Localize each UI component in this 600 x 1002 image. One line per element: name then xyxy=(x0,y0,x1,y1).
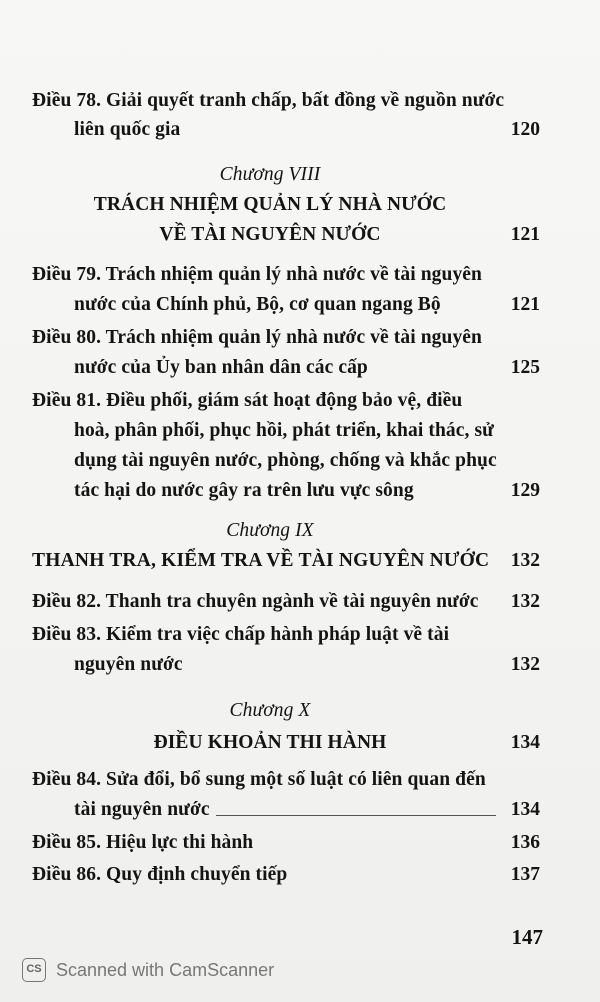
toc-entry-dieu-81-line-2: hoà, phân phối, phục hồi, phát triển, khai thác, sử xyxy=(74,420,494,441)
toc-entry-dieu-84-line-1: Điều 84. Sửa đổi, bổ sung một số luật có liên quan đến xyxy=(32,769,486,790)
page-number: 147 xyxy=(511,925,543,949)
toc-page-chapter-8: 121 xyxy=(510,224,540,245)
toc-page-dieu-83: 132 xyxy=(510,654,540,675)
toc-entry-dieu-84-line-2: tài nguyên nước xyxy=(74,799,210,820)
toc-entry-dieu-79-line-2: nước của Chính phủ, Bộ, cơ quan ngang Bộ xyxy=(74,294,441,315)
toc-entry-dieu-86-line-1: Điều 86. Quy định chuyển tiếp xyxy=(32,864,288,885)
toc-page-dieu-78: 120 xyxy=(510,119,540,140)
toc-page-dieu-80: 125 xyxy=(510,357,540,378)
chapter-8-title-line-1: TRÁCH NHIỆM QUẢN LÝ NHÀ NƯỚC xyxy=(93,194,447,215)
toc-entry-dieu-80-line-1: Điều 80. Trách nhiệm quản lý nhà nước về tài nguyên xyxy=(32,327,482,348)
camscanner-logo-icon: CS xyxy=(22,958,46,982)
chapter-9-title: THANH TRA, KIỂM TRA VỀ TÀI NGUYÊN NƯỚC xyxy=(32,550,490,571)
toc-entry-dieu-85-line-1: Điều 85. Hiệu lực thi hành xyxy=(32,832,254,853)
toc-page-dieu-84: 134 xyxy=(510,799,540,820)
toc-page-dieu-85: 136 xyxy=(510,832,540,853)
toc-page-dieu-79: 121 xyxy=(510,294,540,315)
toc-entry-dieu-81-line-1: Điều 81. Điều phối, giám sát hoạt động bảo vệ, điều xyxy=(32,390,463,411)
toc-entry-dieu-83-line-2: nguyên nước xyxy=(74,654,183,675)
scanner-watermark xyxy=(0,950,600,990)
chapter-8-title-line-2: VỀ TÀI NGUYÊN NƯỚC xyxy=(159,224,381,245)
toc-entry-dieu-81-line-4: tác hại do nước gây ra trên lưu vực sông xyxy=(74,480,414,501)
chapter-10-title: ĐIỀU KHOẢN THI HÀNH xyxy=(153,732,387,753)
chapter-9-label: Chương IX xyxy=(226,520,314,541)
toc-page-dieu-86: 137 xyxy=(510,864,540,885)
toc-page-chapter-10: 134 xyxy=(510,732,540,753)
toc-page-chapter-9: 132 xyxy=(510,550,540,571)
toc-entry-dieu-82-line-1: Điều 82. Thanh tra chuyên ngành về tài nguyên nước xyxy=(32,591,479,612)
watermark-text: Scanned with CamScanner xyxy=(56,960,275,980)
toc-entry-dieu-78-line-1: Điều 78. Giải quyết tranh chấp, bất đồng về nguồn nước xyxy=(32,90,505,111)
toc-entry-dieu-81-line-3: dụng tài nguyên nước, phòng, chống và khắc phục xyxy=(74,450,497,471)
leader-rule xyxy=(216,815,496,816)
toc-entry-dieu-83-line-1: Điều 83. Kiểm tra việc chấp hành pháp luật về tài xyxy=(32,624,450,645)
chapter-8-label: Chương VIII xyxy=(219,164,321,185)
toc-entry-dieu-80-line-2: nước của Ủy ban nhân dân các cấp xyxy=(74,357,368,378)
toc-page-dieu-82: 132 xyxy=(510,591,540,612)
toc-entry-dieu-78-line-2: liên quốc gia xyxy=(74,119,181,140)
toc-page-dieu-81: 129 xyxy=(510,480,540,501)
toc-entry-dieu-79-line-1: Điều 79. Trách nhiệm quản lý nhà nước về tài nguyên xyxy=(32,264,482,285)
chapter-10-label: Chương X xyxy=(229,700,311,721)
